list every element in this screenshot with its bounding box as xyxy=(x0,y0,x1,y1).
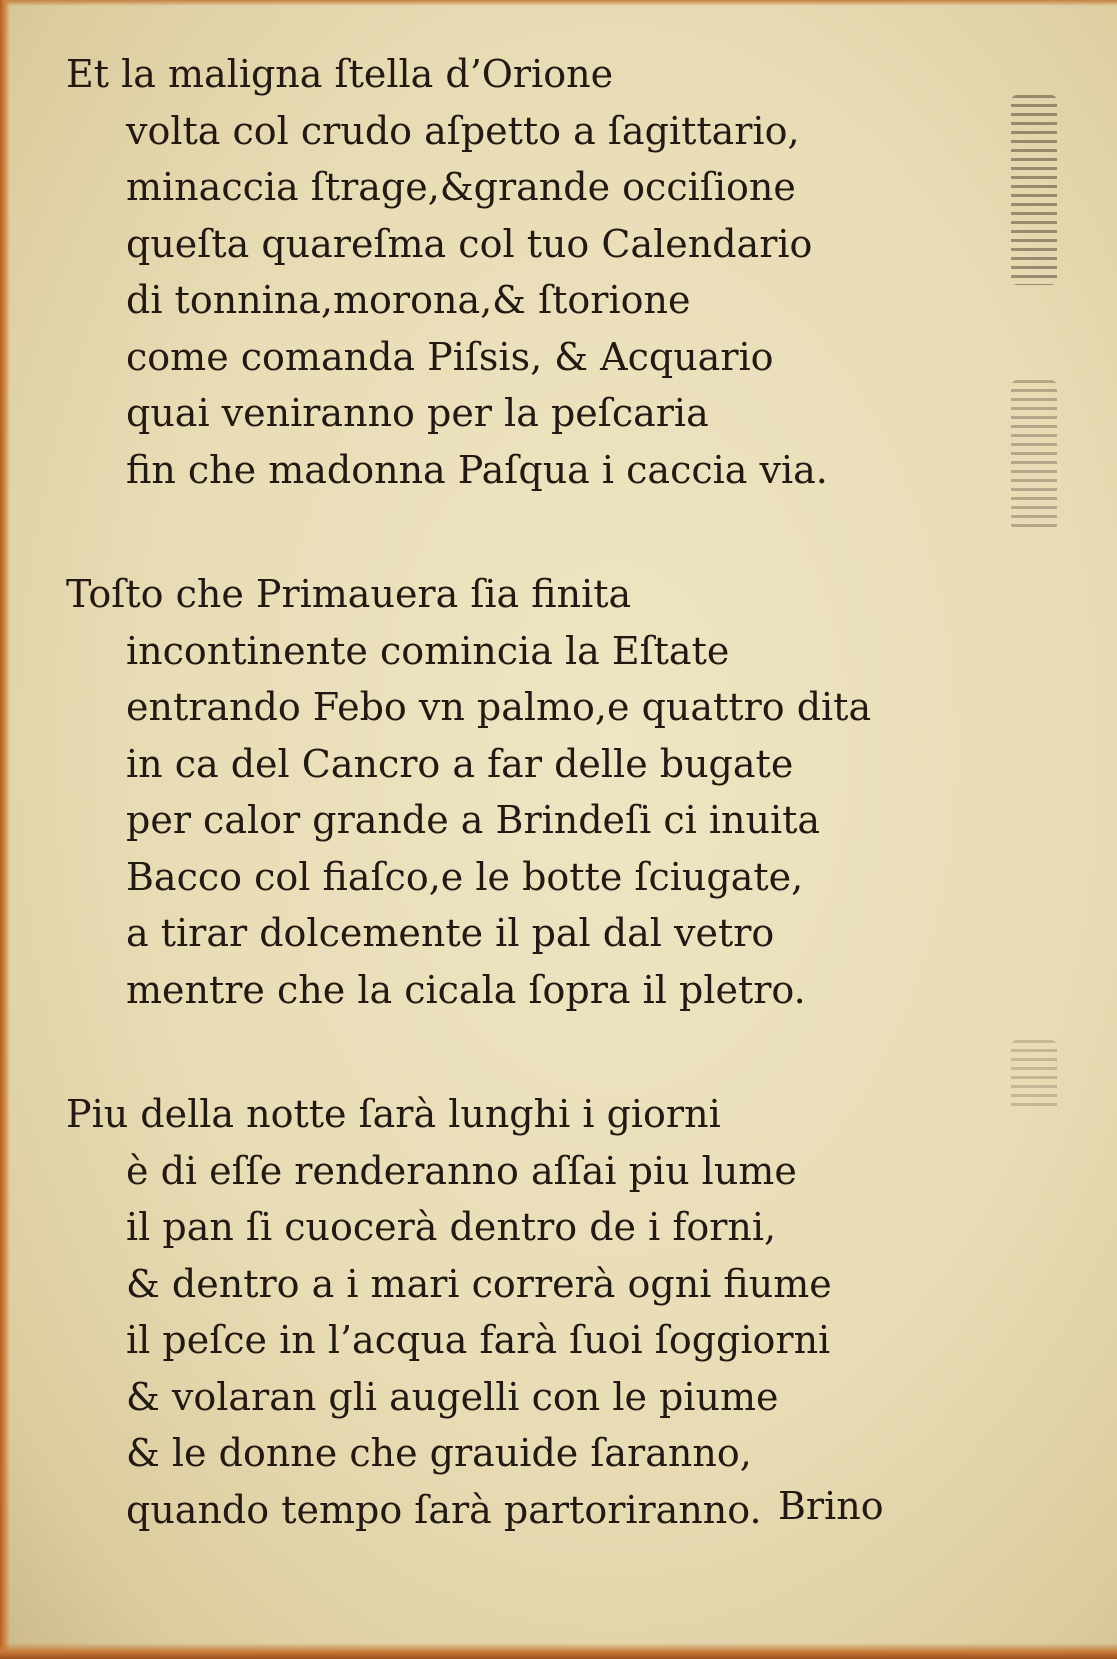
verse-line: fin che madonna Paſqua i caccia via. xyxy=(126,447,828,492)
stanza-2 xyxy=(66,566,966,1018)
catchword: Brino xyxy=(778,1484,884,1528)
page-left-edge xyxy=(0,0,10,1659)
verse-line: & dentro a i mari correrà ogni fiume xyxy=(126,1261,832,1306)
page-top-edge xyxy=(0,0,1117,6)
margin-ink-stain xyxy=(1011,1040,1057,1110)
verse-line: il peſce in l’acqua farà ſuoi ſoggiorni xyxy=(126,1318,831,1362)
margin-ink-stain xyxy=(1011,95,1057,285)
verse-line: quai veniranno per la peſcaria xyxy=(126,391,709,435)
verse-line: volta col crudo aſpetto a ſagittario, xyxy=(126,108,800,153)
margin-ink-stain xyxy=(1011,380,1057,530)
verse-line: Bacco col fiaſco,e le botte ſciugate, xyxy=(126,854,804,899)
verse-line: mentre che la cicala ſopra il pletro. xyxy=(126,967,806,1012)
verse-line: il pan ſi cuocerà dentro de i forni, xyxy=(126,1205,777,1249)
poem-text xyxy=(66,46,966,1606)
verse-line: Et la maligna ſtella d’Orione xyxy=(66,52,614,96)
verse-line: quando tempo ſarà partoriranno. xyxy=(126,1487,762,1532)
verse-line: incontinente comincia la Eſtate xyxy=(126,628,730,673)
stanza-1 xyxy=(66,46,966,498)
verse-line: & volaran gli augelli con le piume xyxy=(126,1374,779,1419)
verse-line: Piu della notte ſarà lunghi i giorni xyxy=(66,1092,721,1136)
verse-line: queſta quareſma col tuo Calendario xyxy=(126,221,813,266)
verse-line: in ca del Cancro a far delle bugate xyxy=(126,741,794,786)
verse-line: & le donne che grauide ſaranno, xyxy=(126,1431,752,1475)
verse-line: come comanda Piſsis, & Acquario xyxy=(126,334,774,379)
verse-line: a tirar dolcemente il pal dal vetro xyxy=(126,911,775,955)
verse-line: minaccia ſtrage,&grande occiſione xyxy=(126,165,796,209)
verse-line: entrando Febo vn palmo,e quattro dita xyxy=(126,685,872,729)
verse-line: è di eſſe renderanno aſſai piu lume xyxy=(126,1148,797,1193)
verse-line: di tonnina,morona,& ſtorione xyxy=(126,278,691,322)
verse-line: per calor grande a Brindeſi ci inuita xyxy=(126,798,821,842)
stanza-3 xyxy=(66,1086,966,1538)
page-bottom-edge xyxy=(0,1643,1117,1659)
verse-line: Toſto che Primauera ſia finita xyxy=(66,572,632,616)
